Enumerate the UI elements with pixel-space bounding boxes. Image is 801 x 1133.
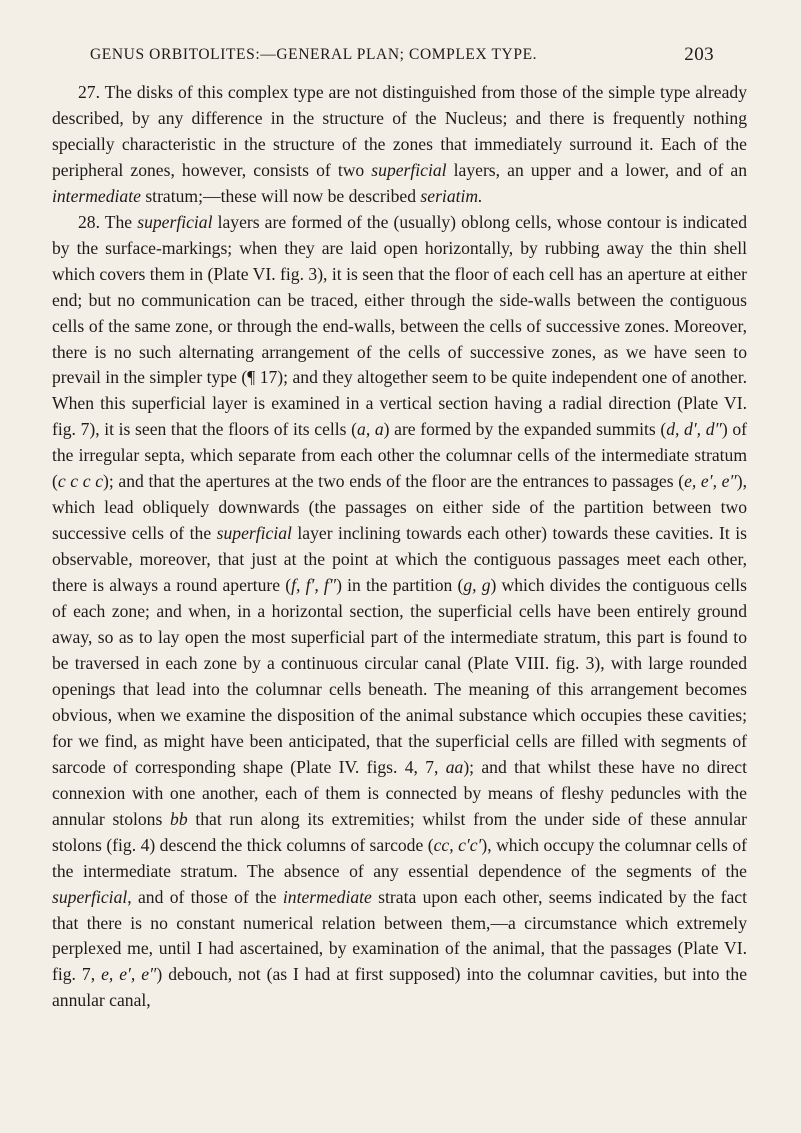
text-run: , and of those of the — [127, 886, 283, 907]
page-number: 203 — [684, 44, 714, 65]
text-run: ) which divides the contiguous cells of each zone; and when, in a horizontal section, the superficial cells have been entirely ground away, so as to lay open the most superficial part of the intermediate stratum, this part is found to be traversed in each zone by a continuous circular canal (Plate VIII. fig. 3), with large rounded openings that lead into the columnar cells beneath. The meaning of this arrangement becomes obvious, when we examine the disposition of the animal substance which occupies these cavities; for we find, as might have been anticipated, that the superficial cells are filled with segments of sarcode of corresponding shape (Plate IV. figs. 4, 7, — [52, 575, 748, 777]
text-run: layer inclining towards each other) towards these cavities. It is observable, moreover, that just at the point at which the contiguous passages meet each other, there is always a round aperture ( — [52, 523, 747, 596]
italic-text: e, e′, e″ — [684, 471, 737, 492]
paragraph-28 — [52, 210, 747, 1015]
text-run: layers are formed of the (usually) oblong cells, whose contour is indicated by the surface-markings; when they are laid open horizontally, by rubbing away the thin shell which covers them in (Plate VI. fig. 3), it is seen that the floor of each cell has an aperture at either end; but no communication can be traced, either through the side-walls between the contiguous cells of the same zone, or through the end-walls, between the cells of successive zones. Moreover, there is no such alternating arrangement of the cells of successive zones, as we have seen to prevail in the simpler type (¶ 17); and they altogether seem to be quite independent one of another. When this superficial layer is examined in a vertical section having a radial direction (Plate VI. fig. 7), it is seen that the floors of its cells ( — [52, 211, 747, 440]
body-text — [52, 80, 747, 1014]
italic-text: f, f′, f″ — [291, 575, 337, 596]
text-run: ) of the irregular septa, which separate from each other the columnar cells of the intermediate stratum ( — [52, 419, 747, 492]
text-run: 27. The disks of this complex type are not distinguished from those of the simple type already described, by any difference in the structure of the Nucleus; and there is frequently nothing specially characteristic in the structure of the zones that immediately surround it. Each of the peripheral zones, however, consists of two — [52, 82, 747, 180]
italic-text: superficial — [371, 159, 447, 180]
text-run: ), which lead obliquely downwards (the passages on either side of the partition between two successive cells of the — [52, 471, 748, 544]
italic-text: c c c c — [57, 471, 104, 492]
text-run: stratum;—these will now be described — [140, 185, 421, 206]
italic-text: superficial — [216, 523, 292, 544]
text-run: ) debouch, not (as I had at first supposed) into the columnar cavities, but into the annular canal, — [52, 964, 747, 1011]
text-run: ); and that whilst these have no direct connexion with one another, each of them is connected by means of fleshy peduncles with the annular stolons — [52, 756, 747, 829]
text-run: that run along its extremities; whilst from the under side of these annular stolons (fig. 4) descend the thick columns of sarcode ( — [52, 808, 747, 855]
running-title: GENUS ORBITOLITES:—GENERAL PLAN; COMPLEX TYPE. — [90, 46, 538, 63]
italic-text: superficial — [137, 211, 213, 232]
italic-text: intermediate — [52, 185, 141, 206]
text-run: strata upon each other, seems indicated by the fact that there is no constant numerical relation between them,—a circumstance which extremely perplexed me, until I had ascertained, by examination of the animal, that the passages (Plate VI. fig. 7, — [52, 886, 747, 985]
text-run: ), which occupy the columnar cells of the intermediate stratum. The absence of any essential dependence of the segments of the — [52, 834, 747, 881]
italic-text: g, g — [463, 575, 491, 596]
italic-text: d, d′, d″ — [666, 419, 722, 440]
text-run: layers, an upper and a lower, and of an — [446, 159, 747, 180]
paragraph-27 — [52, 80, 747, 210]
italic-text: a, a — [357, 419, 384, 440]
page-header — [90, 44, 714, 70]
italic-text: superficial — [52, 886, 128, 907]
text-run: ) are formed by the expanded summits ( — [383, 419, 667, 440]
text-run: 28. The — [78, 211, 138, 232]
italic-text: e, e′, e″ — [101, 964, 157, 985]
italic-text: intermediate — [282, 886, 372, 907]
italic-text: seriatim. — [420, 185, 483, 206]
text-run: ) in the partition ( — [336, 575, 464, 596]
italic-text: aa — [445, 756, 464, 777]
italic-text: cc, c′c′ — [433, 834, 482, 855]
text-run: ); and that the apertures at the two ends of the floor are the entrances to passages ( — [103, 471, 685, 492]
italic-text: bb — [170, 808, 188, 829]
